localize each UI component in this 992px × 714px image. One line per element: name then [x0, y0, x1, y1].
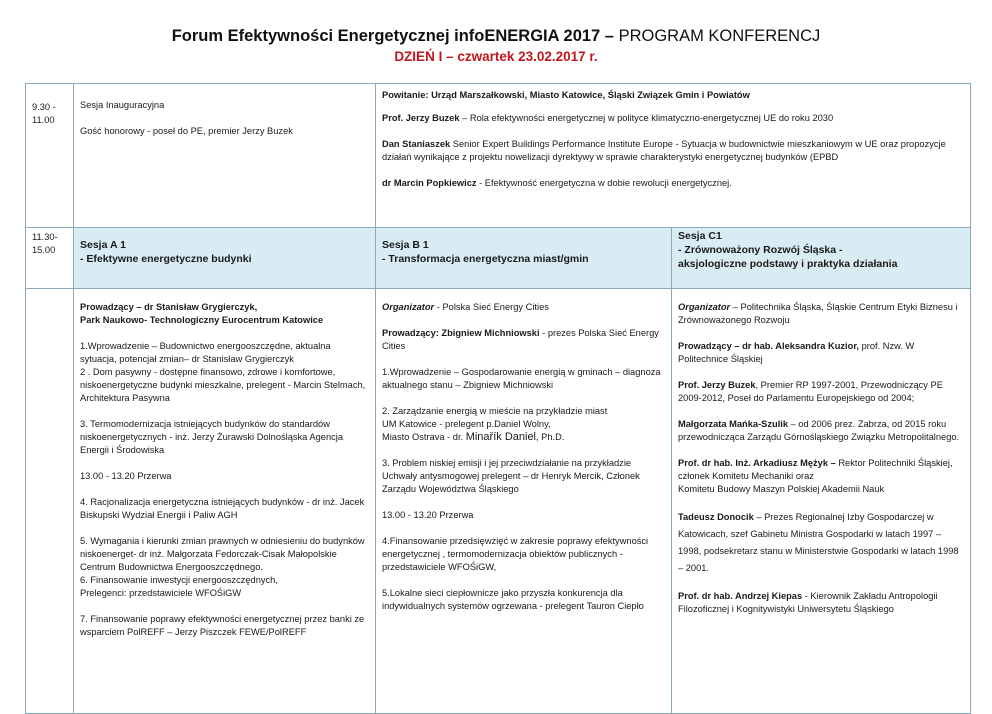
a-moderator-line1: Prowadzący – dr Stanisław Grygierczyk,: [80, 302, 258, 312]
session-b-subtitle: - Transformacja energetyczna miast/gmin: [382, 253, 589, 265]
b-item-2a: 2. Zarządzanie energią w mieście na przykładzie miast: [382, 406, 608, 416]
session1-name-cell: [74, 84, 376, 228]
c-p5-name: Prof. dr hab. Andrzej Kiepas: [678, 591, 803, 601]
a-item-4: 4. Racjonalizacja energetyczna istniejących budynków - dr inż. Jacek Biskupski Wydział Energii i Paliw AGH: [80, 497, 365, 520]
session-c-subtitle2: aksjologiczne podstawy i praktyka działania: [678, 258, 898, 270]
c-panelist-3: [678, 457, 964, 483]
c-p4-name: Tadeusz Donocik: [678, 512, 754, 522]
a-item-2: 2 . Dom pasywny - dostępne finansowo, zdrowe i komfortowe, niskoenergetyczne budynki mieszkalne, prelegent - Marcin Stelmach, Architektura Pasywna: [80, 367, 366, 403]
c-p2-name: Małgorzata Mańka-Szulik: [678, 419, 789, 429]
b-break: 13.00 - 13.20 Przerwa: [382, 510, 474, 520]
c-p4-text: – Prezes Regionalnej Izby Gospodarczej w Katowicach, szef Gabinetu Ministra Gospodarki w latach 1997 – 1998, podsekretarz stanu w Ministerstwie Gospodarki w latach 1998 – 2001.: [678, 512, 959, 573]
page-subtitle: DZIEŃ I – czwartek 23.02.2017 r.: [394, 49, 598, 64]
session1-talk1: [382, 112, 964, 125]
b-item-2c-suffix: , Ph.D.: [536, 432, 565, 442]
c-panelist-4: [678, 509, 964, 577]
session-c-title: Sesja C1: [678, 230, 722, 242]
session1-talk2: [382, 138, 964, 164]
b-item-2c-prefix: Miasto Ostrava - dr.: [382, 432, 466, 442]
document-header: [0, 26, 992, 66]
session1-talks: [376, 84, 971, 228]
c-p3-name: Prof. dr hab. Inż. Arkadiusz Mężyk –: [678, 458, 836, 468]
session1-guest: Gość honorowy - poseł do PE, premier Jerzy Buzek: [80, 126, 293, 136]
b-item-3: 3. Problem niskiej emisji i jej przeciwdziałanie na przykładzie Uchwały antysmogowej prelegent – dr Henryk Mercik, Członek Zarządu Województwa Śląskiego: [382, 458, 640, 494]
talk2-text: Senior Expert Buildings Performance Institute Europe - Sytuacja w budownictwie mieszkaniowym w UE oraz propozycje działań wynikające z projektu nowelizacji dyrektywy w sprawie charakterystyki energetycznej budynków (EPBD: [382, 139, 946, 162]
session-c-header: [672, 228, 971, 289]
c-p3-text1: Rektor Politechniki Śląskiej, członek Komitetu Mechaniki oraz: [678, 458, 953, 481]
c-p2-text: – od 2006 prez. Zabrza, od 2015 roku przewodnicząca Zarządu Górnośląskiego Związku Metropolitalnego.: [678, 419, 960, 442]
session-inaugural-row: [26, 84, 971, 228]
c-p1-text: , Premier RP 1997-2001, Przewodniczący PE 2009-2012, Poseł do Parlamentu Europejskiego od 2004;: [678, 380, 943, 403]
session1-talk3: [382, 177, 964, 190]
c-panelist-3-cont: Komitetu Budowy Maszyn Polskiej Akademii Nauk: [678, 484, 885, 494]
session-b-content: [376, 289, 672, 714]
b-item-5: 5.Lokalne sieci ciepłownicze jako przyszła konkurencja dla indywidualnych systemów ogrzewana - prelegent Tauron Ciepło: [382, 588, 644, 611]
c-moderator-text: prof. Nzw. W Politechnice Śląskiej: [678, 341, 915, 364]
a-item-6b: Prelegenci: przedstawiciele WFOŚiGW: [80, 588, 242, 598]
program-table: [25, 83, 971, 714]
a-moderator-line2: Park Naukowo- Technologiczny Eurocentrum Katowice: [80, 315, 324, 325]
talk2-speaker: Dan Staniaszek: [382, 139, 451, 149]
session2-time: 11.30- 15.00: [26, 228, 74, 289]
empty-time-cell: [26, 289, 74, 714]
talk1-text: – Rola efektywności energetycznej w polityce klimatyczno-energetycznej UE do roku 2030: [459, 113, 834, 123]
session-c-subtitle1: - Zrównoważony Rozwój Śląska -: [678, 244, 843, 256]
title-bold: Forum Efektywności Energetycznej infoENERGIA 2017 –: [171, 27, 614, 45]
b-item-1: 1.Wprowadzenie – Gospodarowanie energią w gminach – diagnoza aktualnego stanu – Zbigniew Michniowski: [382, 367, 661, 390]
talk3-speaker: dr Marcin Popkiewicz: [382, 178, 477, 188]
b-organizer: [382, 301, 665, 314]
b-item-2c-name: Minařík Daniel: [465, 431, 537, 443]
page-title: [0, 26, 992, 46]
session1-name: Sesja Inauguracyjna: [80, 100, 165, 110]
talk1-speaker: Prof. Jerzy Buzek: [382, 113, 460, 123]
a-item-1: 1.Wprowadzenie – Budownictwo energooszczędne, aktualna sytuacja, potencjał zmian– dr Stanisław Grygierczyk: [80, 341, 331, 364]
session-a-header: [74, 228, 376, 289]
session-a-subtitle: - Efektywne energetyczne budynki: [80, 253, 252, 265]
b-item-2c: [382, 431, 665, 444]
c-p5-text: - Kierownik Zakładu Antropologii Filozoficznej i Kognitywistyki Uniwersytetu Śląskiego: [678, 591, 938, 614]
session-b-title: Sesja B 1: [382, 239, 429, 251]
a-item-3: 3. Termomodernizacja istniejących budynków do standardów niskoenergetycznych - inż. Jerzy Żurawski Dolnośląska Agencja Energii i Środowiska: [80, 419, 344, 455]
b-moderator-text: - prezes Polska Sieć Energy Cities: [382, 328, 659, 351]
c-moderator: [678, 340, 964, 366]
a-item-5: 5. Wymagania i kierunki zmian prawnych w odniesieniu do budynków niskoenerget- dr inż. Małgorzata Fedorczak-Cisak Małopolskie Centrum Budownictwa Energooszczędnego.: [80, 536, 365, 572]
c-organizer: [678, 301, 964, 327]
session-c-content: [672, 289, 971, 714]
c-panelist-2: [678, 418, 964, 444]
c-organizer-label: Organizator: [678, 302, 731, 312]
talk3-text: - Efektywność energetyczna w dobie rewolucji energetycznej.: [476, 178, 732, 188]
c-p1-name: Prof. Jerzy Buzek: [678, 380, 756, 390]
session-b-header: [376, 228, 672, 289]
session1-welcome: Powitanie: Urząd Marszałkowski, Miasto Katowice, Śląski Związek Gmin i Powiatów: [382, 90, 750, 100]
c-panelist-5: [678, 590, 964, 616]
session-a-content: [74, 289, 376, 714]
b-organizer-label: Organizator: [382, 302, 435, 312]
b-moderator: [382, 327, 665, 353]
c-organizer-text: – Politechnika Śląska, Śląskie Centrum Etyki Biznesu i Zrównoważonego Rozwoju: [678, 302, 958, 325]
a-break: 13.00 - 13.20 Przerwa: [80, 471, 172, 481]
b-item-4: 4.Finansowanie przedsięwzięć w zakresie poprawy efektywności energetycznej , termomodernizacja obiektów publicznych - przedstawiciele WFOŚiGW,: [382, 536, 649, 572]
c-panelist-1: [678, 379, 964, 405]
title-rest: PROGRAM KONFERENCJ: [613, 27, 821, 45]
session-parallel-content-row: [26, 289, 971, 714]
b-organizer-text: - Polska Sieć Energy Cities: [434, 302, 549, 312]
b-moderator-label: Prowadzący: Zbigniew Michniowski: [382, 328, 540, 338]
c-moderator-label: Prowadzący – dr hab. Aleksandra Kuzior,: [678, 341, 860, 351]
a-item-7: 7. Finansowanie poprawy efektywności energetycznej przez banki ze wsparciem PolREFF – Jerzy Piszczek FEWE/PolREFF: [80, 614, 365, 637]
session1-time: 9.30 - 11.00: [26, 84, 74, 228]
a-item-6a: 6. Finansowanie inwestycji energooszczędnych,: [80, 575, 278, 585]
b-item-2b: UM Katowice - prelegent p.Daniel Wolny,: [382, 419, 551, 429]
session-a-title: Sesja A 1: [80, 239, 126, 251]
session-parallel-header-row: [26, 228, 971, 289]
